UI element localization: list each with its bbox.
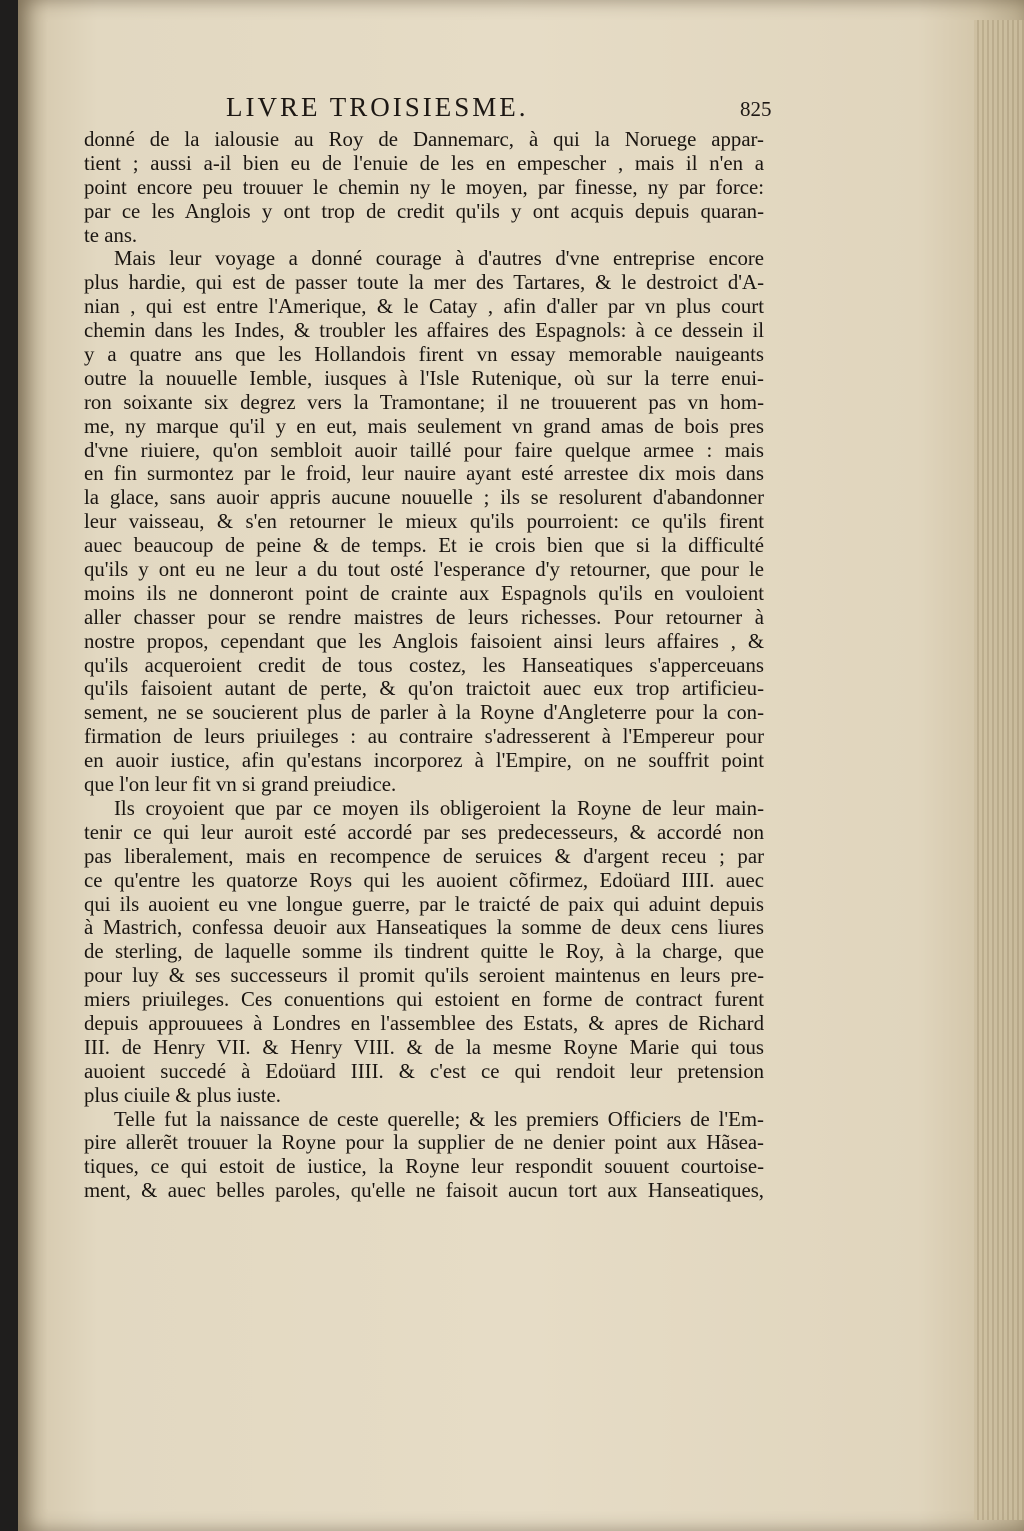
text-line: moins ils ne donneront point de crainte aux Espagnols qu'ils en vouloient	[84, 581, 764, 605]
text-line: firmation de leurs priuileges : au contraire s'adresserent à l'Empereur pour	[84, 725, 764, 749]
text-line: donné de la ialousie au Roy de Dannemarc, à qui la Noruege appar-	[84, 128, 764, 151]
text-line: la glace, sans auoir appris aucune nouuelle ; ils se resolurent d'abandonner	[84, 486, 764, 510]
text-line: à Mastrich, confessa deuoir aux Hanseatiques la somme de deux cens liures	[84, 916, 764, 940]
text-line: qu'ils acqueroient credit de tous costez, les Hanseatiques s'apperceuans	[84, 653, 764, 677]
text-line: te ans.	[84, 223, 138, 247]
text-line: en fin surmontez par le froid, leur nauire ayant esté arrestee dix mois dans	[84, 462, 764, 486]
text-line: me, ny marque qu'il y en eut, mais seulement vn grand amas de bois pres	[84, 414, 764, 438]
text-line: chemin dans les Indes, & troubler les affaires des Espagnols: à ce dessein il	[84, 319, 764, 343]
text-line: qui ils auoient eu vne longue guerre, par le traicté de paix qui aduint depuis	[84, 892, 764, 916]
text-line: Telle fut la naissance de ceste querelle; & les premiers Officiers de l'Em-	[114, 1107, 764, 1131]
text-line: qu'ils faisoient autant de perte, & qu'on traictoit auec eux trop artificieu-	[84, 677, 764, 701]
page-number: 825	[740, 97, 772, 121]
text-line: Mais leur voyage a donné courage à d'autres d'vne entreprise encore	[114, 247, 764, 271]
text-line: en auoir iustice, afin qu'estans incorporez à l'Empire, on ne souffrit point	[84, 749, 764, 773]
text-line: tiques, ce qui estoit de iustice, la Royne leur respondit souuent courtoise-	[84, 1155, 764, 1179]
page-edges	[974, 20, 1024, 1520]
text-line: sement, ne se soucierent plus de parler à la Royne d'Angleterre pour la con-	[84, 701, 764, 725]
text-line: depuis approuuees à Londres en l'assemblee des Estats, & apres de Richard	[84, 1011, 764, 1035]
text-line: ce qu'entre les quatorze Roys qui les auoient cõfirmez, Edoüard IIII. auec	[84, 868, 764, 892]
text-line: que l'on leur fit vn si grand preiudice.	[84, 773, 397, 797]
text-line: aller chasser pour se rendre maistres de leurs richesses. Pour retourner à	[84, 605, 764, 629]
text-line: Ils croyoient que par ce moyen ils obligeroient la Royne de leur main-	[114, 796, 764, 820]
text-line: pas liberalement, mais en recompence de seruices & d'argent receu ; par	[84, 844, 764, 868]
text-line: auec beaucoup de peine & de temps. Et ie crois bien que si la difficulté	[84, 534, 764, 558]
text-line: nian , qui est entre l'Amerique, & le Catay , afin d'aller par vn plus court	[84, 295, 764, 319]
text-line: auoient succedé à Edoüard IIII. & c'est ce qui rendoit leur pretension	[84, 1059, 764, 1083]
text-line: miers priuileges. Ces conuentions qui estoient en forme de contract furent	[84, 988, 764, 1012]
text-line: plus ciuile & plus iuste.	[84, 1083, 281, 1107]
text-line: tenir ce qui leur auroit esté accordé par ses predecesseurs, & accordé non	[84, 820, 764, 844]
text-line: III. de Henry VII. & Henry VIII. & de la mesme Royne Marie qui tous	[84, 1035, 764, 1059]
text-line: point encore peu trouuer le chemin ny le moyen, par finesse, ny par force:	[84, 175, 764, 199]
text-line: y a quatre ans que les Hollandois firent vn essay memorable nauigeants	[84, 343, 764, 367]
text-line: tient ; aussi a-il bien eu de l'enuie de les en empescher , mais il n'en a	[84, 151, 764, 175]
running-title: LIVRE TROISIESME.	[226, 92, 529, 122]
text-line: d'vne riuiere, qu'on sembloit auoir taillé pour faire quelque armee : mais	[84, 438, 764, 462]
text-line: nostre propos, cependant que les Anglois faisoient ainsi leurs affaires , &	[84, 629, 764, 653]
text-line: leur vaisseau, & s'en retourner le mieux qu'ils pourroient: ce qu'ils firent	[84, 510, 764, 534]
text-line: outre la nouuelle Iemble, iusques à l'Isle Rutenique, où sur la terre enui-	[84, 366, 764, 390]
text-line: qu'ils y ont eu ne leur a du tout osté l'esperance d'y retourner, que pour le	[84, 558, 764, 582]
text-line: ron soixante six degrez vers la Tramontane; il ne trouuerent pas vn hom-	[84, 390, 764, 414]
text-line: ment, & auec belles paroles, qu'elle ne faisoit aucun tort aux Hanseatiques,	[84, 1179, 764, 1203]
text-line: de sterling, de laquelle somme ils tindrent quitte le Roy, à la charge, que	[84, 940, 764, 964]
text-line: plus hardie, qui est de passer toute la mer des Tartares, & le destroict d'A-	[84, 271, 764, 295]
text-line: pire allerẽt trouuer la Royne pour la supplier de ne denier point aux Hãsea-	[84, 1131, 764, 1155]
text-line: par ce les Anglois y ont trop de credit qu'ils y ont acquis depuis quaran-	[84, 199, 764, 223]
text-line: pour luy & ses successeurs il promit qu'ils seroient maintenus en leurs pre-	[84, 964, 764, 988]
body-text	[84, 128, 764, 1203]
